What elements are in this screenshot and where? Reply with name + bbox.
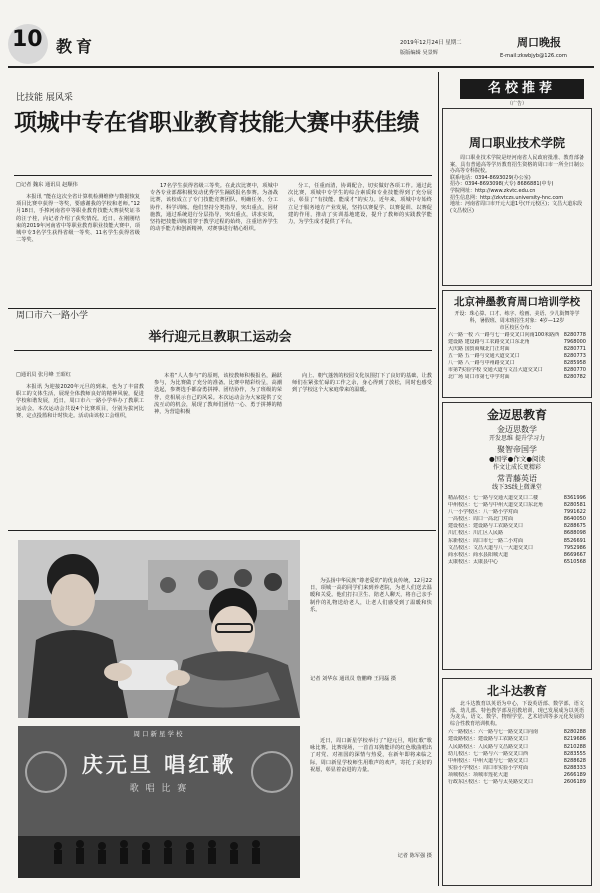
zkvtc-name: 周口职业技术学院 [468,136,565,150]
jinmaisi-subjects: ●国学●作文●阅读 [488,455,545,463]
jinmaisi-guoxue: 聚智帝国学 [497,445,537,454]
jinmaisi-branch-row [443,516,591,523]
shenmo-branch-name: 北广场 周口市第七中学对面 [448,374,510,381]
jinmaisi-english-slogan: 线下3S线上微课堂 [492,484,542,491]
article1-byline: □记者 魏东 通讯员 赵顺伟 [16,182,78,188]
jinmaisi-branch-name: 川汇校区：川汇区人民路 [448,530,504,537]
beidouda-branch-name: 建设路校区：建设路与工农路交叉口 [448,736,529,743]
jinmaisi-branch-phone: 8640050 [563,516,586,523]
shenmo-branch-row [443,346,591,353]
shenmo-branch-phone: 7968000 [563,338,586,345]
shenmo-branch-row [443,360,591,367]
shenmo-branch-phone: 8280771 [563,345,586,352]
shenmo-branch-row [443,367,591,374]
ad-beidouda [442,678,592,886]
beidouda-branch-name: 行政东区校区：七一路与太昊路交叉口 [448,779,534,786]
jinmaisi-branch-phone: 7952986 [563,544,586,551]
jinmaisi-branch-row [443,502,591,509]
article1-col2: 17名学生获得省级三等奖。在此次比赛中，项城中专各专业部都积极发动优秀学生踊跃报名参赛。为备战比赛，该校成立了专门技能竞赛团队，明确任务、分工协作、科学训练。他们坚持分类指导，突出重点，因材施教，通过系统进行分层指导，突出重点，讲求实效，坚持把技能训练贯穿于教学过程的始终，注重培养学生的动手能力和创新精神，对赛事进行精心组织。 [150,183,278,233]
singing-contest-photo [18,726,300,878]
beidouda-branch-list [443,729,591,786]
jinmaisi-math-slogan: 开发思维 提升学习力 [489,435,545,442]
beidouda-branch-row [443,765,591,772]
ad-zkvtc [442,108,592,286]
jinmaisi-name: 金迈思教育 [486,408,547,422]
jinmaisi-branch-phone: 7991622 [563,509,586,516]
jinmaisi-branch-phone: 8669667 [563,551,586,558]
shenmo-branch-row [443,353,591,360]
jinmaisi-branch-name: 东新校区：周口市七一路二小对面 [448,537,524,544]
article2-col3: 向上、朝气蓬勃的校园文化氛围打下了良好的基础，让教师们在紧张忙碌的工作之余，身心得到了放松，同时也感受到了学校这个大家庭带来的温暖。 [292,373,432,394]
beidouda-branch-phone: 8288333 [563,764,586,771]
jinmaisi-branch-phone: 8526691 [563,537,586,544]
article1-kicker: 比技能 展风采 [16,93,73,103]
article1-title: 项城中专在省职业教育技能大赛中获佳绩 [14,109,419,136]
shenmo-branch-name: 六一路一校 六一路与七一路交叉口向南100米路西 [448,331,560,338]
shenmo-branch-list [443,332,591,382]
beidouda-branch-name: 幼儿校区：七一路与六一路交叉口西 [448,750,529,757]
beidouda-branch-row [443,751,591,758]
photo1-credit: 记者 刘华东 通讯员 詹鹏峰 王同磊 摄 [310,676,397,682]
jinmaisi-branch-name: 一高校区：周口一高北门对面 [448,516,514,523]
article1-col1: 本报讯 “能在这次全省计算机检测维修与数据恢复项目比赛中获得一等奖，要感谢我的学校和老师。”12月18日，手捧河南省中等职业教育技能大赛获奖证书的汪子桂，向记者介绍了获奖情况。近日，在刚刚结束的2019年河南省中等职业教育职业技能大赛中，项城中专3名学生获得省级一等奖、11名学生获得省级二等奖、 [16,194,140,244]
jinmaisi-writing-slogan: 作文让成长更精彩 [492,464,541,471]
article1-rule [14,175,432,176]
beidouda-branch-row [443,736,591,743]
zkvtc-info-site: 招生信息网：http://zkvtczs.university-hnc.com [450,194,564,201]
beidouda-branch-name: 六一路校区：六一路与七一路交叉口向南 [448,729,539,736]
divider [8,308,436,309]
jinmaisi-branch-list [443,495,591,566]
shenmo-branch-name: 五一路 五一路与交通大道交叉口 [448,353,520,360]
shenmo-branch-name: 大庆路 国贸商城北门正对面 [448,345,510,352]
jinmaisi-branch-name: 中州校区：七一路与中州大道交叉口东北角 [448,502,544,509]
shenmo-branch-row [443,332,591,339]
jinmaisi-branch-row [443,538,591,545]
photo2-credit: 记者 陈军强 摄 [397,853,432,859]
jinmaisi-branch-phone: 8361996 [563,495,586,501]
article2-byline: □通讯员 张月峰 王昭红 [16,372,71,378]
jinmaisi-branch-row [443,509,591,516]
photo1-caption: 为弘扬中华民族“尊老爱幼”的优良传统，12月22日，项城一高的同学们来到养老院，为老人们送去温暖和关爱。他们打扫卫生、陪老人聊天，将自己亲手制作的礼物送给老人，让老人们感受到了温暖和快乐。 [310,578,432,613]
shenmo-branch-phone: 8280770 [563,367,586,374]
ads-header: 名校推荐 [460,79,584,99]
jinmaisi-branch-name: 精品校区：七一路与交通大道交叉口二楼 [448,495,539,501]
section-title: 教育 [56,37,97,56]
shenmo-branch-phone: 8280773 [563,353,586,360]
ad-shenmo [442,290,592,398]
beidouda-branch-phone: 8283555 [563,750,586,757]
banner-subtitle: 歌 唱 比 赛 [129,784,189,794]
jinmaisi-branch-name: 建设校区：建设路与工农路交叉口 [448,523,524,530]
beidouda-branch-row [443,729,591,736]
beidouda-branch-name: 人民路校区：人民路与文昌路交叉口 [448,743,529,750]
beidouda-branch-row [443,758,591,765]
jinmaisi-branch-row [443,545,591,552]
jinmaisi-branch-name: 商水校区：商水县阳城大道 [448,551,509,558]
beidouda-desc: 北斗达教育以英语为中心，下设英语部、数学部、语文部、幼儿部、特色教学部及招教培训，现已发展成为以英语为龙头，语文、数学、物理学堂、艺术培训等多元化发展的综合性教育培训机构。 [450,701,584,727]
jinmaisi-branch-name: 太康校区：太康县中心 [448,558,499,565]
article1-col3: 分工，任重而清，协调配合，切实做好各项工作。通过此次比赛，项城中专学生的综合素质和专业技能得到了充分展示，彰显了“有技能、能成才”的实力。近年来，项城中专始终立足于服务地方产业发展，坚持以赛促学、以赛促训、以赛促建的作用，推动了实训基地建设，提升了教师的实践教学能力，为学生成才提供了平台。 [288,183,432,226]
jinmaisi-branch-row [443,523,591,530]
beidouda-branch-phone: 2666189 [563,771,586,778]
column-divider [438,72,439,886]
issue-date: 2019年12月24日 星期二 [400,40,462,46]
divider [8,530,436,531]
newspaper-logo: 周口晚报 [517,36,561,49]
beidouda-branch-phone: 8210288 [563,743,586,750]
article2-title: 举行迎元旦教职工运动会 [148,330,292,345]
shenmo-branch-phone: 8285958 [563,360,586,367]
article2-col1: 本报讯 为迎接2020年元旦的到来，也为了丰富教职工的文体生活，展现全体教师良好的精神风貌，促进学校和谐发展，近日，周口市六一路小学举办了教职工运动会。本次运动会共设4个比赛项目，分别为拔河比赛、定点投篮和计时快走。活动由该校工会组织， [16,384,144,419]
editor-email: E-mail:zkwbjyb@126.com [500,53,567,59]
beidouda-branch-row [443,779,591,786]
jinmaisi-branch-phone: 8280581 [563,502,586,509]
zkvtc-phone: 联系电话：0394-8693029(办公室) [450,174,531,181]
ads-note: （广告） [506,101,527,107]
jinmaisi-branch-row [443,552,591,559]
beidouda-branch-name: 中州校区：中州大道与七一路交叉口 [448,757,529,764]
banner-school: 周口新星学校 [133,730,185,738]
photo2-caption: 近日，周口新星学校举行了“迎元旦，唱红歌”歌咏比赛。比赛现场，一首首耳熟能详的红色歌曲唱出了对党、对祖国的深情与热爱，在新年即将来临之际，周口新星学校师生用歌声的欢声，寄托了美好的祝愿，彰显着奋进的力量。 [310,738,432,773]
zkvtc-enroll: 招办：0394-8693098(大专) 8686881(中专) [450,181,554,188]
beidouda-branch-row [443,744,591,751]
shenmo-branch-phone: 8280782 [563,374,586,381]
shenmo-branch-name: 八一路 八一路与中州路交叉口 [448,360,515,367]
beidouda-branch-phone: 8280288 [563,729,586,736]
beidouda-branch-phone: 2606189 [563,779,586,786]
beidouda-branch-name: 实验小学校区：周口市实验小学对面 [448,764,529,771]
shenmo-desc: 开设：珠心算、口才、练字、绘画、美语、少儿街舞等学科，暑假班、周末班招生对象：4岁—12岁 [454,311,580,324]
page-number: 10 [12,27,43,52]
beidouda-name: 北斗达教育 [486,684,547,698]
shenmo-branch-name: 建设路 建设路与工农路交叉口东北角 [448,338,530,345]
jinmaisi-branch-row [443,559,591,566]
ad-jinmaisi [442,402,592,670]
beidouda-branch-row [443,772,591,779]
shenmo-name: 北京神墨教育周口培训学校 [454,296,580,308]
jinmaisi-branch-phone: 6510568 [563,558,586,565]
editor-credit: 版版编辑 吴景辉 [400,50,438,56]
banner-title: 庆元旦 唱红歌 [81,752,237,777]
beidouda-branch-phone: 8288628 [563,757,586,764]
shenmo-branch-row [443,339,591,346]
beidouda-branch-phone: 8219686 [563,736,586,743]
volunteer-photo [18,540,300,718]
jinmaisi-branch-name: 文昌校区：文昌大道与八一大道交叉口 [448,544,534,551]
jinmaisi-branch-name: 八一小学校区：八一路小学对面 [448,509,519,516]
jinmaisi-branch-row [443,530,591,537]
jinmaisi-math: 金迈思数学 [497,425,537,434]
jinmaisi-branch-row [443,495,591,502]
zkvtc-desc: 周口职业技术学院是经河南省人民政府批准、教育部备案，具有普通高等学历教育招生资格的周口市一所全日制公办高等专科院校。 [450,155,584,175]
shenmo-branch-row [443,374,591,381]
header-rule [8,66,594,68]
zkvtc-website: 学院网址：http://www.zkvtc.edu.cn [450,187,536,194]
beidouda-branch-name: 项城校区：项城市莲花大道 [448,771,509,778]
zkvtc-address: 地址：河南省周口市开元大道1号(开元校区)；文昌大道东段(文昌校区) [450,201,583,214]
jinmaisi-branch-phone: 8288675 [563,523,586,530]
jinmaisi-english: 常青藤英语 [497,474,537,483]
shenmo-branch-phone: 8280778 [563,331,586,338]
jinmaisi-branch-phone: 8688098 [563,530,586,537]
article2-rule [14,350,432,351]
shenmo-branches-title: 市区校区分布： [499,325,535,332]
shenmo-branch-name: 市第7实验学校 交通大道与文昌大道交叉口 [448,367,543,374]
article2-kicker: 周口市六一路小学 [16,311,89,321]
article2-col2: 本着“人人参与”的原则，该校教师积极报名，踊跃参与，为比赛做了充分的准备。比赛中精彩纷呈，高潮迭起，参赛选手都奋勇拼搏、团结协作，为了班级的荣誉，竞相展示自己的风采。本次运动会为大家提供了交流互动的机会，展现了教师们团结一心、勇于拼搏的精神，为营造积极 [154,373,282,416]
